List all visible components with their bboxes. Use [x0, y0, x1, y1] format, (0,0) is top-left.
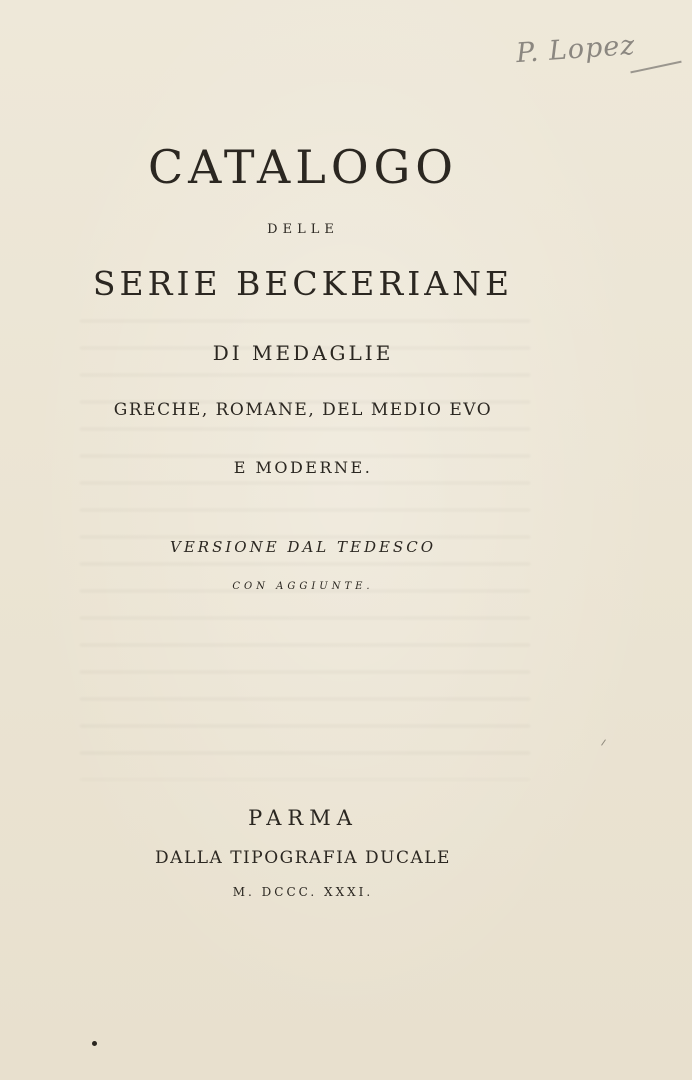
translation-note: VERSIONE DAL TEDESCO — [170, 538, 436, 556]
subtitle-greche: GRECHE, ROMANE, DEL MEDIO EVO — [113, 400, 493, 420]
additions-note: CON AGGIUNTE. — [232, 581, 374, 592]
owner-signature: P. Lopez — [515, 29, 637, 70]
paper-mark — [601, 739, 606, 745]
imprint-city: PARMA — [248, 806, 358, 830]
title-connector: DELLE — [267, 222, 339, 237]
subtitle-medaglie: DI MEDAGLIE — [212, 341, 394, 365]
ink-spot — [92, 1041, 97, 1046]
signature-underline — [630, 61, 681, 74]
imprint-date: M. DCCC. XXXI. — [232, 885, 374, 899]
subtitle-moderne: E MODERNE. — [233, 458, 373, 477]
imprint-printer: DALLA TIPOGRAFIA DUCALE — [155, 848, 451, 868]
series-title: SERIE BECKERIANE — [92, 264, 514, 303]
book-title: CATALOGO — [147, 140, 458, 194]
